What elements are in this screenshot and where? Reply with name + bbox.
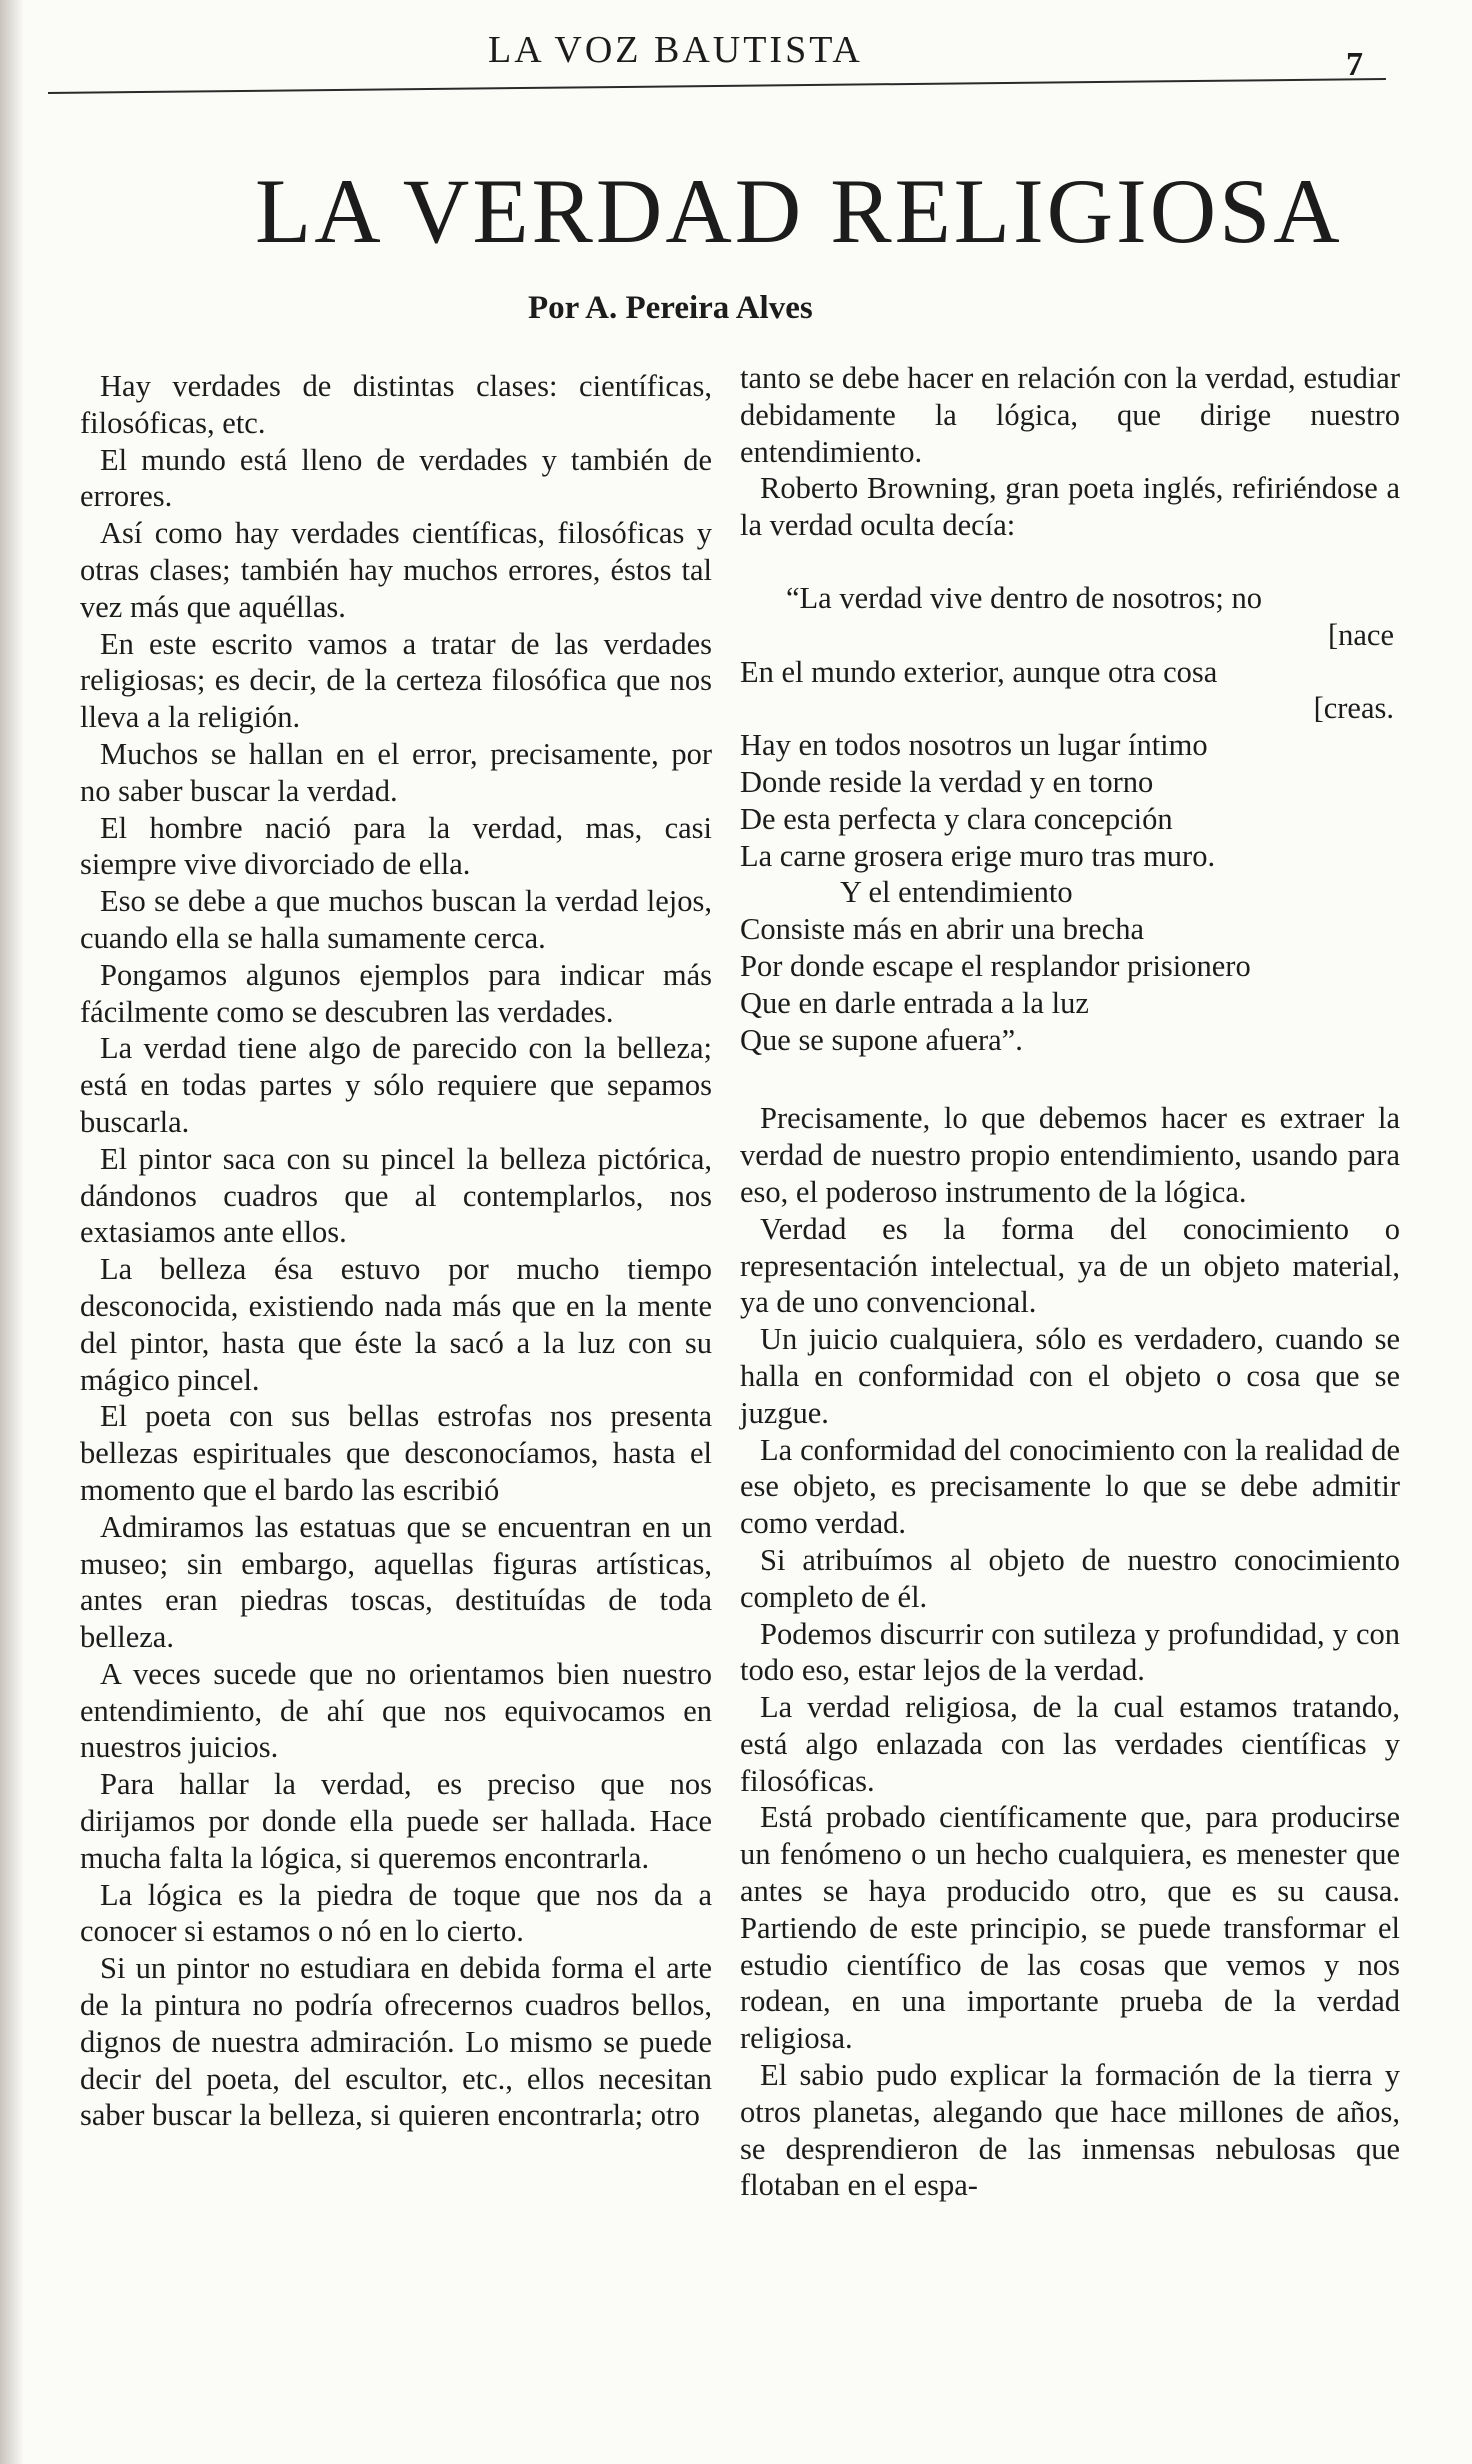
- page-header: [0, 20, 1472, 110]
- paragraph: El sabio pudo explicar la formación de la tierra y otros planetas, alegando que hace millones de años, se desprendieron de las inmensas nebulosas que flotaban en el espa-: [740, 2058, 1400, 2203]
- paragraph: Muchos se hallan en el error, precisamente, por no saber buscar la verdad.: [80, 736, 712, 808]
- paragraph: Está probado científicamente que, para producirse un fenómeno o un hecho cualquiera, es menester que antes se haya producido otro, que es su causa. Partiendo de este principio, se puede transformar el estudio científico de las cosas que vemos y nos rodean, en una importante prueba de la verdad religiosa.: [740, 1800, 1400, 2056]
- poem-line: Que se supone afuera”.: [740, 1022, 1023, 1057]
- paragraph: Un juicio cualquiera, sólo es verdadero, cuando se halla en conformidad con el objeto o cosa que se juzgue.: [740, 1322, 1400, 1430]
- poem-quote: [740, 580, 1400, 1058]
- poem-line: En el mundo exterior, aunque otra cosa: [740, 654, 1218, 689]
- article-byline: Por A. Pereira Alves: [528, 290, 813, 326]
- paragraph: Eso se debe a que muchos buscan la verdad lejos, cuando ella se halla sumamente cerca.: [80, 884, 712, 955]
- page-number: 7: [1346, 46, 1363, 83]
- page-edge-shadow: [0, 0, 24, 2464]
- paragraph: La verdad tiene algo de parecido con la belleza; está en todas partes y sólo requiere que sepamos buscarla.: [80, 1031, 712, 1139]
- poem-line: Consiste más en abrir una brecha: [740, 912, 1144, 947]
- running-title: LA VOZ BAUTISTA: [488, 29, 863, 71]
- poem-line: Donde reside la verdad y en torno: [740, 764, 1154, 799]
- paragraph: La belleza ésa estuvo por mucho tiempo desconocida, existiendo nada más que en la mente del pintor, hasta que éste la sacó a la luz con su mágico pincel.: [80, 1252, 712, 1397]
- poem-line: [creas.: [1313, 691, 1394, 726]
- paragraph: Podemos discurrir con sutileza y profundidad, y con todo eso, estar lejos de la verdad.: [740, 1616, 1400, 1688]
- poem-line: La carne grosera erige muro tras muro.: [740, 838, 1216, 873]
- right-column-body: [740, 1100, 1400, 2204]
- paragraph: Si un pintor no estudiara en debida forma el arte de la pintura no podría ofrecernos cuadros bellos, dignos de nuestra admiración. Lo mismo se puede decir del poeta, del escultor, etc., ellos necesitan saber buscar la belleza, si quieren encontrarla; otro: [80, 1951, 712, 2133]
- paragraph: Verdad es la forma del conocimiento o representación intelectual, ya de un objeto material, ya de uno convencional.: [740, 1211, 1400, 1320]
- poem-line: De esta perfecta y clara concepción: [740, 801, 1173, 836]
- paragraph: La conformidad del conocimiento con la realidad de ese objeto, es precisamente lo que se debe admitir como verdad.: [740, 1432, 1400, 1541]
- paragraph: En este escrito vamos a tratar de las verdades religiosas; es decir, de la certeza filosófica que nos lleva a la religión.: [80, 626, 712, 735]
- paragraph: El hombre nació para la verdad, mas, casi siempre vive divorciado de ella.: [80, 810, 712, 882]
- left-column: [80, 360, 712, 2134]
- poem-line: Y el entendimiento: [840, 875, 1073, 910]
- article-title: LA VERDAD RELIGIOSA: [255, 160, 1343, 262]
- paragraph: El mundo está lleno de verdades y también de errores.: [80, 442, 712, 514]
- paragraph: Roberto Browning, gran poeta inglés, refiriéndose a la verdad oculta decía:: [740, 471, 1400, 543]
- paragraph: Para hallar la verdad, es preciso que nos dirijamos por donde ella puede ser hallada. Hace mucha falta la lógica, si queremos encontrarla.: [80, 1767, 712, 1875]
- paragraph: El pintor saca con su pincel la belleza pictórica, dándonos cuadros que al contemplarlos, nos extasiamos ante ellos.: [80, 1141, 712, 1250]
- right-column-intro: [740, 360, 1400, 544]
- paragraph: A veces sucede que no orientamos bien nuestro entendimiento, de ahí que nos equivocamos en nuestros juicios.: [80, 1656, 712, 1765]
- paragraph: Hay verdades de distintas clases: científicas, filosóficas, etc.: [80, 369, 712, 440]
- paragraph: Así como hay verdades científicas, filosóficas y otras clases; también hay muchos errores, éstos tal vez más que aquéllas.: [80, 516, 712, 624]
- paragraph: La lógica es la piedra de toque que nos da a conocer si estamos o nó en lo cierto.: [80, 1877, 712, 1949]
- poem-line: “La verdad vive dentro de nosotros; no: [786, 580, 1262, 615]
- poem-line: Hay en todos nosotros un lugar íntimo: [740, 728, 1208, 763]
- header-rule: [48, 78, 1386, 94]
- poem-line: Que en darle entrada a la luz: [740, 985, 1089, 1020]
- paragraph: tanto se debe hacer en relación con la verdad, estudiar debidamente la lógica, que dirige nuestro entendimiento.: [740, 361, 1400, 469]
- poem-line: Por donde escape el resplandor prisionero: [740, 948, 1251, 983]
- paragraph: Precisamente, lo que debemos hacer es extraer la verdad de nuestro propio entendimiento, usando para eso, el poderoso instrumento de la lógica.: [740, 1101, 1400, 1209]
- paragraph: Si atribuímos al objeto de nuestro conocimiento completo de él.: [740, 1542, 1400, 1614]
- poem-line: [nace: [1327, 617, 1394, 652]
- paragraph: La verdad religiosa, de la cual estamos tratando, está algo enlazada con las verdades científicas y filosóficas.: [740, 1690, 1400, 1798]
- right-column: [740, 360, 1400, 2204]
- paragraph: Pongamos algunos ejemplos para indicar más fácilmente como se descubren las verdades.: [80, 957, 712, 1029]
- paragraph: Admiramos las estatuas que se encuentran en un museo; sin embargo, aquellas figuras artísticas, antes eran piedras toscas, destituídas de toda belleza.: [80, 1509, 712, 1655]
- paragraph: El poeta con sus bellas estrofas nos presenta bellezas espirituales que desconocíamos, hasta el momento que el bardo las escribió: [80, 1399, 712, 1507]
